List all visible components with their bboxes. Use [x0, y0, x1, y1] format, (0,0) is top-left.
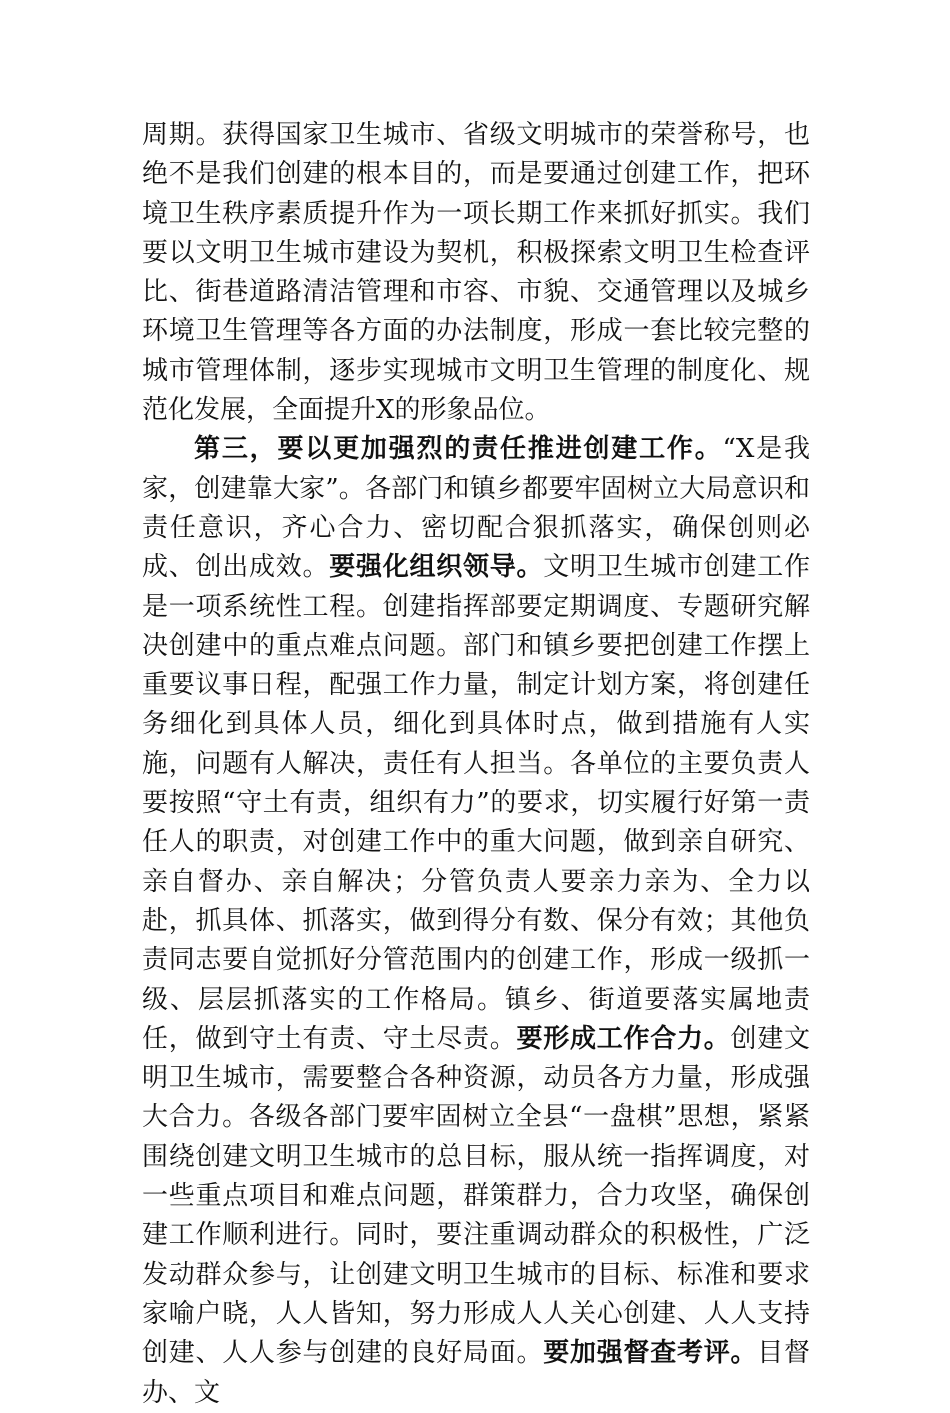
subheading-organization: 要强化组织领导。 [329, 552, 544, 583]
paragraph-1: 周期。获得国家卫生城市、省级文明城市的荣誉称号，也绝不是我们创建的根本目的，而是要通过创建工作，把环境卫生秩序素质提升作为一项长期工作来抓好抓实。我们要以文明卫生城市建设为契机，积极探索文明卫生检查评比、街巷道路清洁管理和市容、市貌、交通管理以及城乡环境卫生管理等各方面的办法制度，形成一套比较完整的城市管理体制，逐步实现城市文明卫生管理的制度化、规范化发展，全面提升X的形象品位。 [142, 120, 810, 426]
paragraph-text: 目督办、文 [142, 1338, 810, 1408]
section-heading: 第三，要以更加强烈的责任推进创建工作。 [194, 434, 723, 465]
document-body [142, 116, 810, 1413]
paragraph-text: “X是我家，创建靠大家”。各部门和镇乡都要牢固树立大局意识和责任意识，齐心合力、密切配合狠抓落实，确保创则必成、创出成效。 [142, 434, 810, 583]
subheading-inspection: 要加强督查考评。 [543, 1338, 758, 1369]
paragraph-text: 文明卫生城市创建工作是一项系统性工程。创建指挥部要定期调度、专题研究解决创建中的重点难点问题。部门和镇乡要把创建工作摆上重要议事日程，配强工作力量，制定计划方案，将创建任务细化到具体人员，细化到具体时点，做到措施有人实施，问题有人解决，责任有人担当。各单位的主要负责人要按照“守土有责，组织有力”的要求，切实履行好第一责任人的职责，对创建工作中的重大问题，做到亲自研究、亲自督办、亲自解决；分管负责人要亲力亲为、全力以赴，抓具体、抓落实，做到得分有数、保分有效；其他负责同志要自觉抓好分管范围内的创建工作，形成一级抓一级、层层抓落实的工作格局。镇乡、街道要落实属地责任，做到守土有责、守土尽责。 [142, 552, 810, 1054]
paragraph-text: 创建文明卫生城市，需要整合各种资源，动员各方力量，形成强大合力。各级各部门要牢固树立全县“一盘棋”思想，紧紧围绕创建文明卫生城市的总目标，服从统一指挥调度，对一些重点项目和难点问题，群策群力，合力攻坚，确保创建工作顺利进行。同时，要注重调动群众的积极性，广泛发动群众参与，让创建文明卫生城市的目标、标准和要求家喻户晓，人人皆知，努力形成人人关心创建、人人支持创建、人人参与创建的良好局面。 [142, 1023, 810, 1369]
subheading-synergy: 要形成工作合力。 [516, 1023, 731, 1054]
paragraph-2 [142, 430, 810, 1412]
